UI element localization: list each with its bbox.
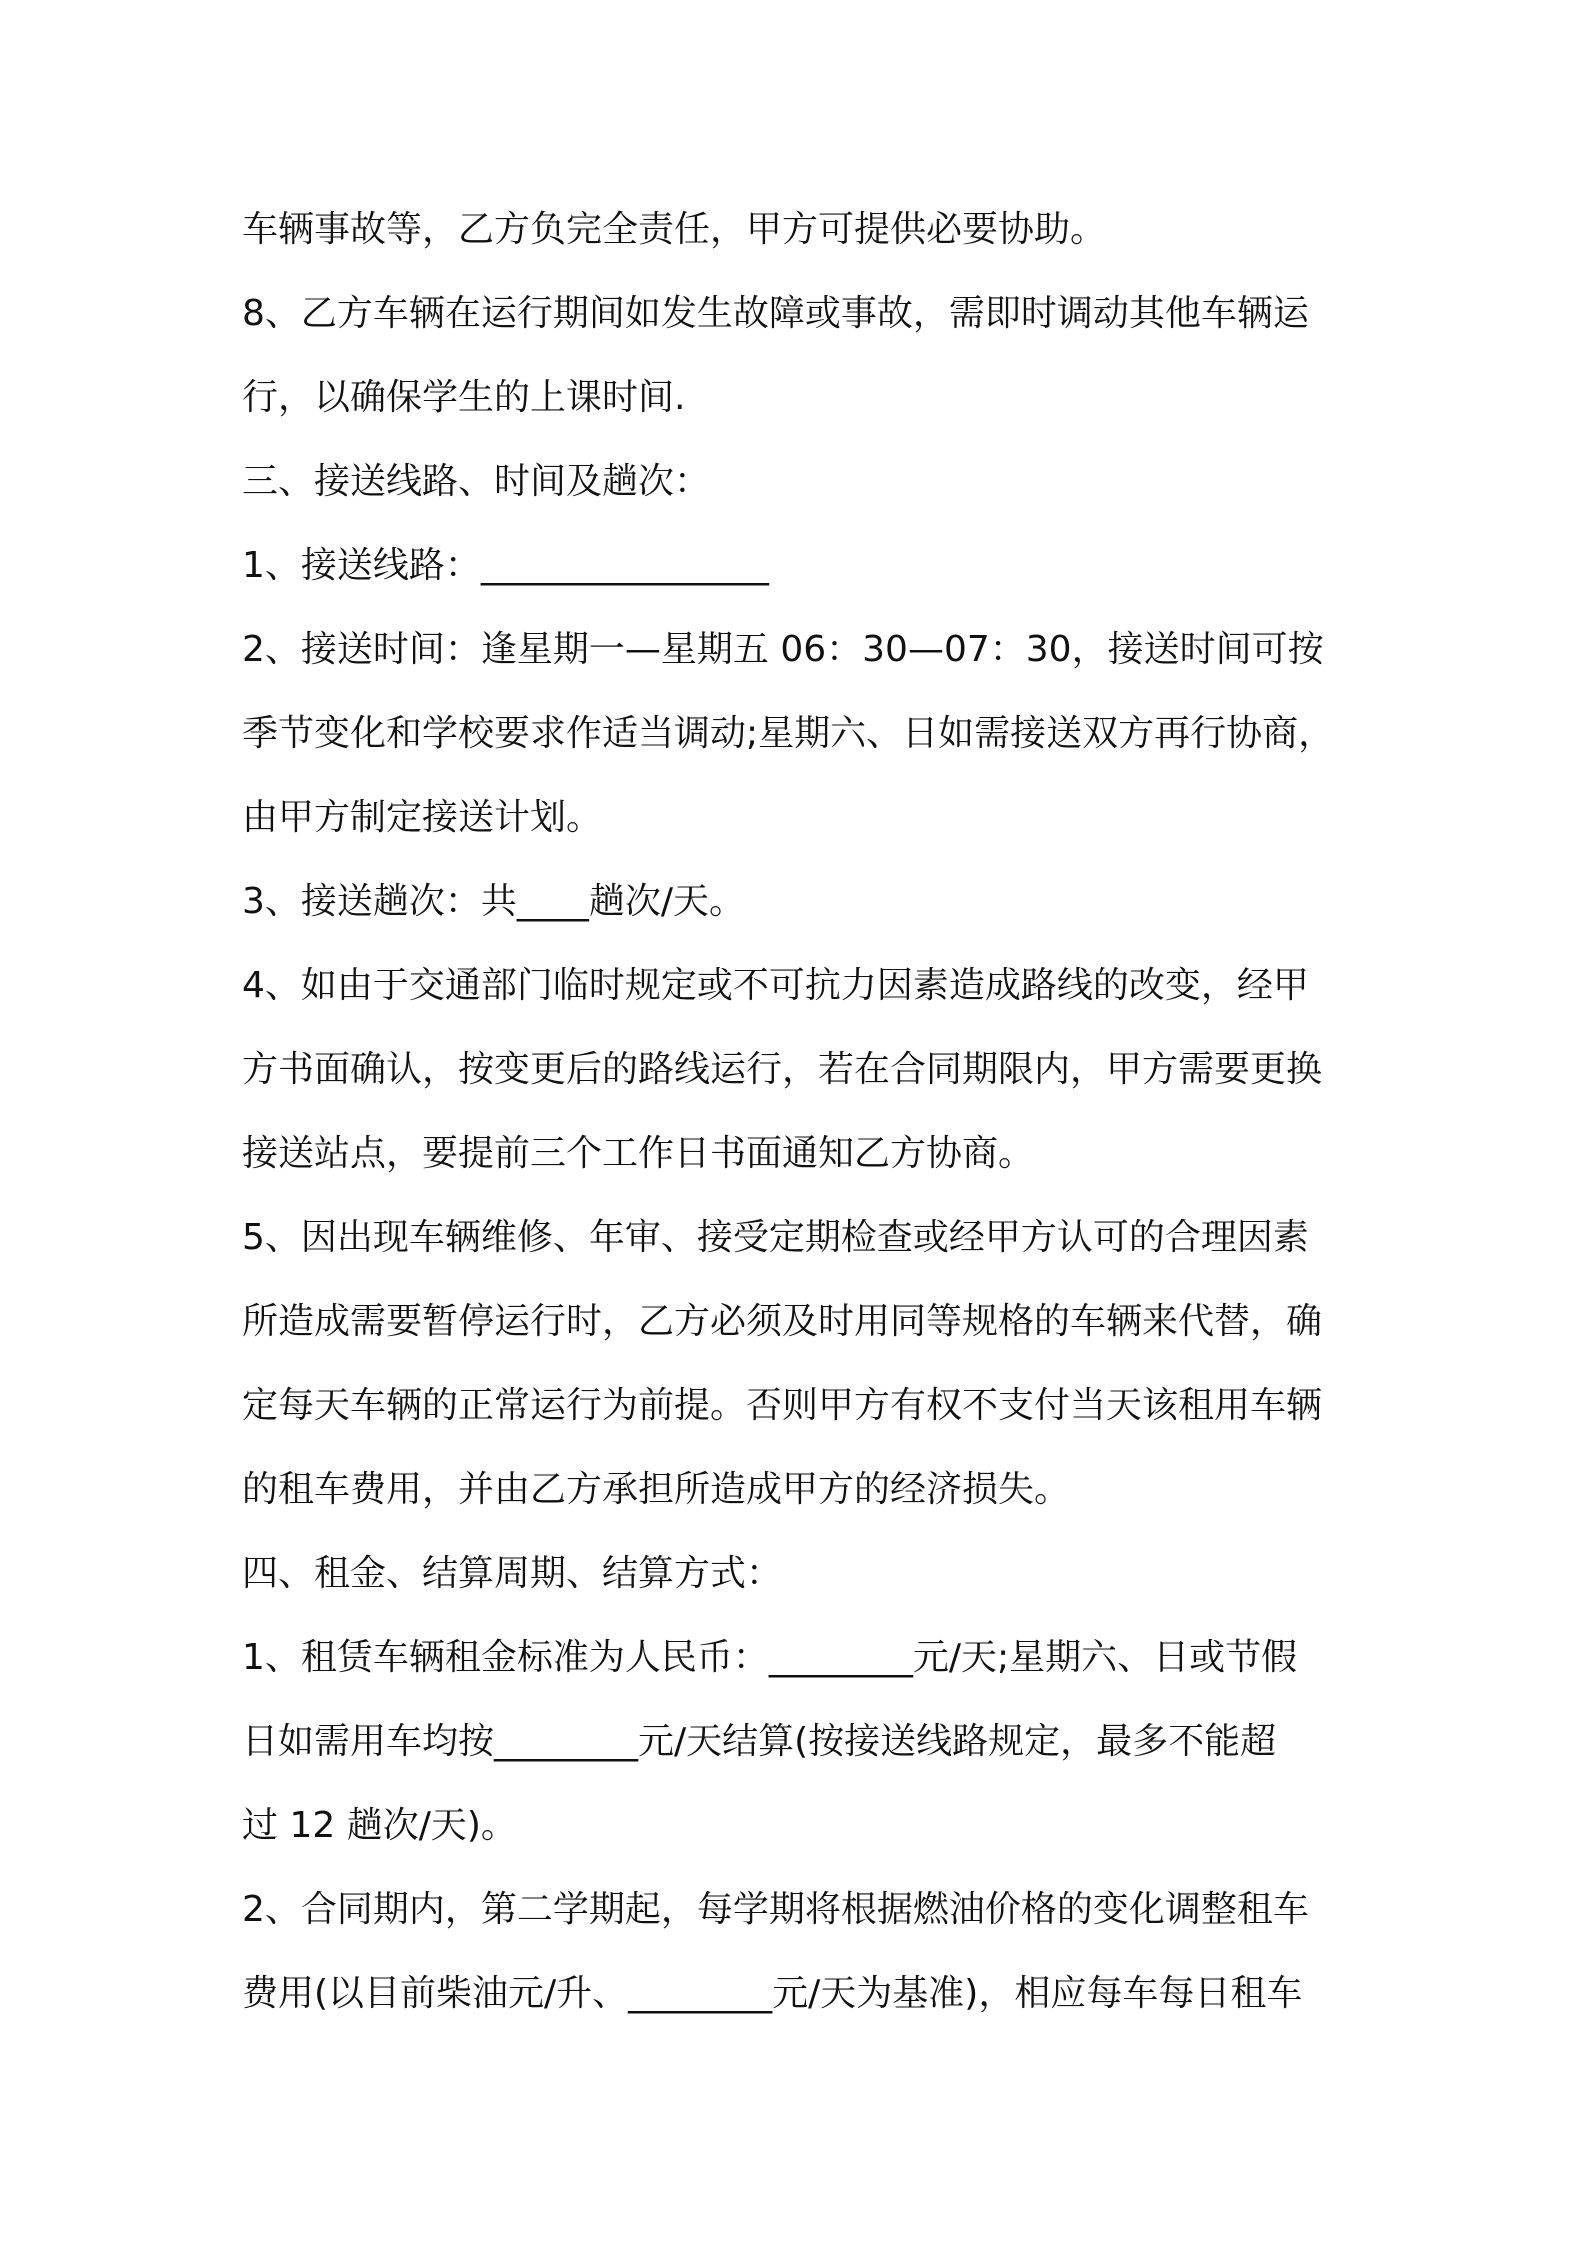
text-line-20: 过 12 趟次/天)。 <box>242 1805 517 1846</box>
text-line-14: 所造成需要暂停运行时，乙方必须及时用同等规格的车辆来代替，确 <box>242 1301 1323 1342</box>
text-line-9: 3、接送趟次：共____趟次/天。 <box>242 881 746 922</box>
text-line-21: 2、合同期内，第二学期起，每学期将根据燃油价格的变化调整租车 <box>242 1889 1309 1930</box>
text-line-19: 日如需用车均按________元/天结算(按接送线路规定，最多不能超 <box>242 1721 1277 1762</box>
text-line-18: 1、租赁车辆租金标准为人民币：________元/天;星期六、日或节假 <box>242 1637 1298 1678</box>
text-line-6: 2、接送时间：逢星期一—星期五 06：30—07：30，接送时间可按 <box>242 629 1324 670</box>
text-line-8: 由甲方制定接送计划。 <box>242 797 603 838</box>
text-line-3: 行，以确保学生的上课时间. <box>242 377 686 418</box>
text-line-5: 1、接送线路：________________ <box>242 545 769 586</box>
text-line-15: 定每天车辆的正常运行为前提。否则甲方有权不支付当天该租用车辆 <box>242 1385 1323 1426</box>
text-line-12: 接送站点，要提前三个工作日书面通知乙方协商。 <box>242 1133 1035 1174</box>
text-line-2: 8、乙方车辆在运行期间如发生故障或事故，需即时调动其他车辆运 <box>242 293 1309 334</box>
text-line-22: 费用(以目前柴油元/升、________元/天为基准)，相应每车每日租车 <box>242 1973 1303 2014</box>
text-line-10: 4、如由于交通部门临时规定或不可抗力因素造成路线的改变，经甲 <box>242 965 1309 1006</box>
text-line-13: 5、因出现车辆维修、年审、接受定期检查或经甲方认可的合理因素 <box>242 1217 1309 1258</box>
text-line-1: 车辆事故等，乙方负完全责任，甲方可提供必要协助。 <box>242 209 1107 250</box>
section-heading-4: 四、租金、结算周期、结算方式： <box>242 1553 783 1594</box>
text-line-16: 的租车费用，并由乙方承担所造成甲方的经济损失。 <box>242 1469 1071 1510</box>
section-heading-3: 三、接送线路、时间及趟次： <box>242 461 711 502</box>
text-line-11: 方书面确认，按变更后的路线运行，若在合同期限内，甲方需要更换 <box>242 1049 1323 1090</box>
document-page <box>242 198 1354 2046</box>
text-line-7: 季节变化和学校要求作适当调动;星期六、日如需接送双方再行协商， <box>242 713 1335 754</box>
